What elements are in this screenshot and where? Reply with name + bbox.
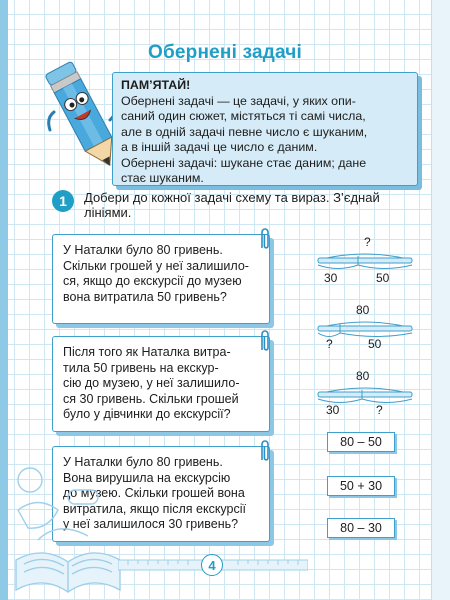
paper-clip-icon	[258, 226, 272, 252]
memo-line: Обернені задачі — це задачі, у яких опи-	[121, 93, 356, 108]
task-instruction-line: Добери до кожної задачі схему та вираз. З’єднай	[84, 190, 380, 205]
problem-line: до музею. Скільки грошей вона	[63, 486, 245, 500]
scheme-left-label: 30	[324, 271, 338, 285]
book-illustration-icon	[8, 440, 128, 600]
page-title: Обернені задачі	[148, 42, 302, 63]
memo-line: а в іншій задачі це число є даним.	[121, 140, 318, 154]
expression-box-1[interactable]: 80 – 50	[327, 432, 395, 452]
memo-line: Обернені задачі: шукане стає даним; дане	[121, 155, 367, 170]
scheme-top-label: ?	[364, 235, 371, 249]
problem-line: було у дівчинки до екскурсії?	[63, 407, 231, 421]
memo-line: стає шуканим.	[121, 171, 204, 185]
task-instruction-line: лініями.	[84, 205, 132, 220]
scheme-right-label: 50	[376, 271, 390, 285]
memo-heading: ПАМ’ЯТАЙ!	[121, 78, 191, 92]
task-instruction	[84, 190, 414, 220]
task-number-badge: 1	[52, 190, 74, 212]
page-right-edge	[431, 0, 450, 600]
problem-line: витратила, якщо після екскурсії	[63, 501, 246, 516]
problem-line: Після того як Наталка витра-	[63, 345, 231, 359]
problem-line: Скільки грошей у неї залишило-	[63, 258, 249, 273]
problem-line: сію до музею, у неї залишило-	[63, 376, 240, 390]
memo-line: але в одній задачі певне число є шуканим,	[121, 124, 368, 139]
problem-line: у неї залишилося 30 гривень?	[63, 517, 239, 531]
problem-line: У Наталки було 80 гривень.	[63, 455, 223, 469]
scheme-top-label: 80	[356, 369, 370, 383]
problem-line: вона витратила 50 гривень?	[63, 289, 227, 304]
segment-schemes	[300, 230, 430, 430]
memo-line: саний один сюжет, містяться ті самі числа,	[121, 109, 366, 123]
problem-line: ся 30 гривень. Скільки грошей	[63, 391, 239, 406]
scheme-1[interactable]	[318, 235, 412, 285]
problem-line: ся, якщо до екскурсії до музею	[63, 274, 242, 288]
problem-card-2[interactable]	[52, 336, 270, 432]
scheme-top-label: 80	[356, 303, 370, 317]
problem-line: тила 50 гривень на екскур-	[63, 360, 219, 375]
expression-box-3[interactable]: 80 – 30	[327, 518, 395, 538]
problem-line: Вона вирушила на екскурсію	[63, 470, 231, 485]
page-number: 4	[201, 554, 223, 576]
paper-clip-icon	[258, 328, 272, 354]
memo-box	[112, 72, 418, 186]
scheme-left-label: ?	[326, 337, 333, 351]
paper-clip-icon	[258, 438, 272, 464]
scheme-2[interactable]	[318, 303, 412, 351]
scheme-left-label: 30	[326, 403, 340, 417]
scheme-right-label: ?	[376, 403, 383, 417]
scheme-right-label: 50	[368, 337, 382, 351]
problem-card-1[interactable]	[52, 234, 270, 324]
problem-line: У Наталки було 80 гривень.	[63, 243, 223, 257]
page-left-edge	[0, 0, 8, 600]
expression-box-2[interactable]: 50 + 30	[327, 476, 395, 496]
scheme-3[interactable]	[318, 369, 412, 417]
